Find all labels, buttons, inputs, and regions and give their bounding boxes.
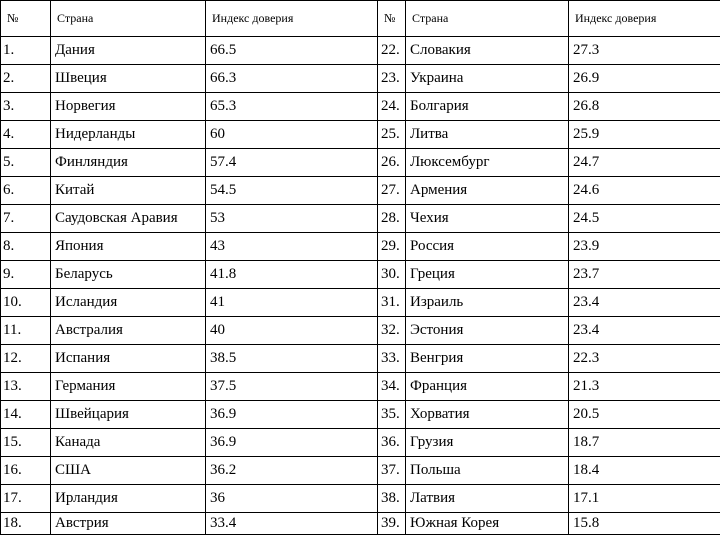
cell-country-right: Латвия bbox=[406, 485, 569, 513]
cell-country-left: Дания bbox=[51, 37, 206, 65]
cell-index-right: 27.3 bbox=[569, 37, 720, 65]
table-row bbox=[1, 261, 720, 289]
cell-country-right: Франция bbox=[406, 373, 569, 401]
cell-rank-right: 22. bbox=[378, 37, 406, 65]
cell-rank-left: 17. bbox=[1, 485, 51, 513]
cell-index-right: 26.9 bbox=[569, 65, 720, 93]
table-row bbox=[1, 149, 720, 177]
cell-rank-right: 33. bbox=[378, 345, 406, 373]
cell-rank-left: 18. bbox=[1, 513, 51, 535]
cell-rank-right: 31. bbox=[378, 289, 406, 317]
cell-index-left: 66.3 bbox=[206, 65, 378, 93]
cell-country-left: Ирландия bbox=[51, 485, 206, 513]
cell-rank-right: 38. bbox=[378, 485, 406, 513]
table-row bbox=[1, 485, 720, 513]
table-row bbox=[1, 513, 720, 535]
cell-rank-right: 35. bbox=[378, 401, 406, 429]
cell-rank-left: 6. bbox=[1, 177, 51, 205]
cell-index-right: 21.3 bbox=[569, 373, 720, 401]
cell-index-right: 24.7 bbox=[569, 149, 720, 177]
table-row bbox=[1, 457, 720, 485]
cell-country-right: Армения bbox=[406, 177, 569, 205]
cell-index-right: 23.4 bbox=[569, 289, 720, 317]
cell-index-left: 43 bbox=[206, 233, 378, 261]
cell-country-left: Беларусь bbox=[51, 261, 206, 289]
cell-index-right: 18.4 bbox=[569, 457, 720, 485]
cell-index-right: 24.5 bbox=[569, 205, 720, 233]
cell-index-left: 57.4 bbox=[206, 149, 378, 177]
table-row bbox=[1, 233, 720, 261]
cell-index-left: 41 bbox=[206, 289, 378, 317]
cell-country-left: Китай bbox=[51, 177, 206, 205]
cell-index-left: 60 bbox=[206, 121, 378, 149]
cell-index-left: 36.9 bbox=[206, 401, 378, 429]
cell-rank-left: 5. bbox=[1, 149, 51, 177]
cell-index-right: 15.8 bbox=[569, 513, 720, 535]
header-number-left: № bbox=[1, 1, 51, 37]
table-row bbox=[1, 177, 720, 205]
cell-index-right: 26.8 bbox=[569, 93, 720, 121]
table-row bbox=[1, 65, 720, 93]
cell-country-right: Южная Корея bbox=[406, 513, 569, 535]
cell-index-right: 23.4 bbox=[569, 317, 720, 345]
cell-index-right: 25.9 bbox=[569, 121, 720, 149]
cell-country-left: Саудовская Аравия bbox=[51, 205, 206, 233]
cell-country-left: Норвегия bbox=[51, 93, 206, 121]
cell-rank-left: 2. bbox=[1, 65, 51, 93]
cell-index-left: 36 bbox=[206, 485, 378, 513]
cell-rank-left: 8. bbox=[1, 233, 51, 261]
table-row bbox=[1, 93, 720, 121]
cell-index-right: 20.5 bbox=[569, 401, 720, 429]
table-row bbox=[1, 289, 720, 317]
cell-country-right: Литва bbox=[406, 121, 569, 149]
cell-rank-right: 28. bbox=[378, 205, 406, 233]
cell-rank-left: 12. bbox=[1, 345, 51, 373]
cell-country-right: Израиль bbox=[406, 289, 569, 317]
table-row bbox=[1, 401, 720, 429]
cell-rank-left: 16. bbox=[1, 457, 51, 485]
cell-country-right: Чехия bbox=[406, 205, 569, 233]
table-row bbox=[1, 373, 720, 401]
cell-index-right: 24.6 bbox=[569, 177, 720, 205]
cell-index-right: 23.9 bbox=[569, 233, 720, 261]
cell-rank-left: 10. bbox=[1, 289, 51, 317]
cell-country-right: Хорватия bbox=[406, 401, 569, 429]
cell-index-left: 38.5 bbox=[206, 345, 378, 373]
cell-rank-left: 7. bbox=[1, 205, 51, 233]
cell-rank-left: 9. bbox=[1, 261, 51, 289]
header-country-right: Страна bbox=[406, 1, 569, 37]
table-row bbox=[1, 205, 720, 233]
cell-country-left: Финляндия bbox=[51, 149, 206, 177]
cell-rank-right: 39. bbox=[378, 513, 406, 535]
cell-country-left: Канада bbox=[51, 429, 206, 457]
cell-rank-left: 14. bbox=[1, 401, 51, 429]
cell-index-left: 53 bbox=[206, 205, 378, 233]
table-row bbox=[1, 345, 720, 373]
cell-country-left: Испания bbox=[51, 345, 206, 373]
cell-country-right: Россия bbox=[406, 233, 569, 261]
cell-rank-right: 37. bbox=[378, 457, 406, 485]
cell-index-left: 65.3 bbox=[206, 93, 378, 121]
cell-rank-right: 26. bbox=[378, 149, 406, 177]
cell-country-right: Болгария bbox=[406, 93, 569, 121]
cell-country-left: Нидерланды bbox=[51, 121, 206, 149]
cell-index-left: 36.9 bbox=[206, 429, 378, 457]
cell-rank-left: 13. bbox=[1, 373, 51, 401]
cell-country-right: Венгрия bbox=[406, 345, 569, 373]
cell-index-left: 54.5 bbox=[206, 177, 378, 205]
header-index-left: Индекс доверия bbox=[206, 1, 378, 37]
cell-index-left: 66.5 bbox=[206, 37, 378, 65]
cell-index-left: 33.4 bbox=[206, 513, 378, 535]
header-number-right: № bbox=[378, 1, 406, 37]
table-header-row bbox=[1, 1, 720, 37]
cell-rank-right: 29. bbox=[378, 233, 406, 261]
table-row bbox=[1, 121, 720, 149]
cell-country-right: Польша bbox=[406, 457, 569, 485]
cell-rank-right: 36. bbox=[378, 429, 406, 457]
cell-index-right: 23.7 bbox=[569, 261, 720, 289]
cell-country-left: Исландия bbox=[51, 289, 206, 317]
table-row bbox=[1, 429, 720, 457]
cell-rank-left: 11. bbox=[1, 317, 51, 345]
cell-rank-right: 24. bbox=[378, 93, 406, 121]
cell-country-left: Германия bbox=[51, 373, 206, 401]
cell-rank-left: 15. bbox=[1, 429, 51, 457]
cell-country-left: Япония bbox=[51, 233, 206, 261]
cell-index-left: 40 bbox=[206, 317, 378, 345]
cell-rank-right: 27. bbox=[378, 177, 406, 205]
cell-index-right: 18.7 bbox=[569, 429, 720, 457]
cell-country-left: Швейцария bbox=[51, 401, 206, 429]
header-country-left: Страна bbox=[51, 1, 206, 37]
cell-index-left: 36.2 bbox=[206, 457, 378, 485]
cell-country-right: Словакия bbox=[406, 37, 569, 65]
cell-country-right: Греция bbox=[406, 261, 569, 289]
cell-index-right: 22.3 bbox=[569, 345, 720, 373]
cell-country-right: Люксембург bbox=[406, 149, 569, 177]
cell-country-left: Швеция bbox=[51, 65, 206, 93]
cell-index-left: 41.8 bbox=[206, 261, 378, 289]
cell-rank-left: 4. bbox=[1, 121, 51, 149]
header-index-right: Индекс доверия bbox=[569, 1, 720, 37]
cell-rank-right: 30. bbox=[378, 261, 406, 289]
table-row bbox=[1, 317, 720, 345]
cell-country-left: Австрия bbox=[51, 513, 206, 535]
cell-country-left: Австралия bbox=[51, 317, 206, 345]
cell-index-left: 37.5 bbox=[206, 373, 378, 401]
table-body bbox=[1, 37, 720, 535]
cell-rank-right: 23. bbox=[378, 65, 406, 93]
cell-rank-left: 3. bbox=[1, 93, 51, 121]
cell-country-right: Украина bbox=[406, 65, 569, 93]
cell-country-left: США bbox=[51, 457, 206, 485]
cell-rank-right: 32. bbox=[378, 317, 406, 345]
cell-country-right: Эстония bbox=[406, 317, 569, 345]
table-row bbox=[1, 37, 720, 65]
cell-country-right: Грузия bbox=[406, 429, 569, 457]
cell-rank-left: 1. bbox=[1, 37, 51, 65]
cell-rank-right: 34. bbox=[378, 373, 406, 401]
cell-rank-right: 25. bbox=[378, 121, 406, 149]
cell-index-right: 17.1 bbox=[569, 485, 720, 513]
